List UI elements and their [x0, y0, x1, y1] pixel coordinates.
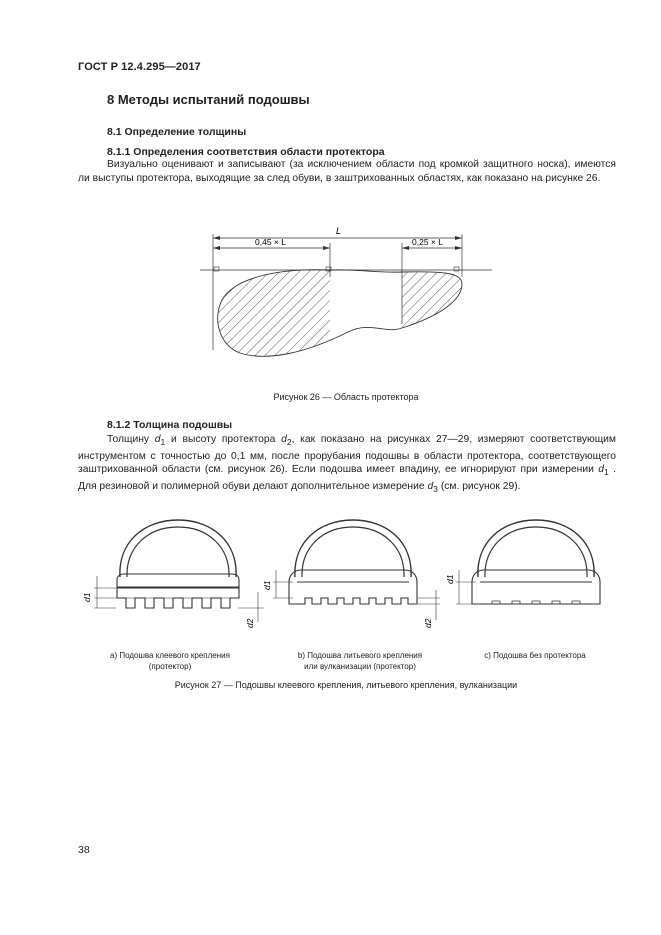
label-045L: 0,45 × L [255, 237, 286, 247]
label-L: L [336, 226, 342, 236]
label-d1-b: d1 [262, 580, 272, 590]
shoe-c [472, 520, 600, 604]
page-number: 38 [78, 844, 90, 856]
figure-27-caption: Рисунок 27 — Подошвы клеевого крепления, литьевого крепления, вулканизации [174, 680, 518, 690]
figure-27-sole-sections [78, 512, 613, 637]
paragraph-8-1-1: Визуально оценивают и записывают (за исключением области под кромкой защитного носка), имеются ли выступы протектора, выходящие за след обуви, в заштрихованных областях, как показано на рисунке 26. [78, 159, 616, 184]
paragraph-8-1-2: Толщину $d_1$ и высоту протектора $d_2$, как показано на рисунках 27—29, измеряют соответствующим инструментом с точностью до 0,1 мм, после прорубания подошвы в области протектора, соответствующего заштрихованной области (см. рисунок 26). Если подошва имеет впадину, ее игнорируют при измерении $d_1$ . Для резиновой и полимерной обуви делают дополнительное измерение $d_3$ (см. рисунок 29). [78, 434, 616, 494]
figure-26-caption: Рисунок 26 — Область протектора [273, 392, 419, 402]
shoe-b [289, 520, 417, 604]
subcaption-c: с) Подошва без протектора [484, 651, 586, 660]
dim-b [273, 570, 440, 620]
subsection-8-1-title: 8.1 Определение толщины [107, 126, 247, 138]
document-code: ГОСТ Р 12.4.295—2017 [78, 61, 201, 73]
subcaption-a: а) Подошва клеевого крепления (протектор) [110, 651, 230, 671]
figure-26-tread-area [200, 222, 500, 372]
label-d1-c: d1 [445, 574, 455, 584]
label-025L: 0,25 × L [412, 237, 443, 247]
subsection-8-1-1-title: 8.1.1 Определения соответствия области протектора [107, 146, 385, 158]
subcaption-b: b) Подошва литьевого крепления или вулканизации (протектор) [297, 651, 423, 671]
section-title: 8 Методы испытаний подошвы [107, 92, 310, 107]
shoe-a [117, 520, 239, 608]
label-d2-a: d2 [245, 618, 255, 628]
label-d1-a: d1 [82, 592, 92, 602]
dim-c [456, 570, 476, 604]
label-d2-b: d2 [423, 618, 433, 628]
subsection-8-1-2-title: 8.1.2 Толщина подошвы [107, 419, 233, 431]
